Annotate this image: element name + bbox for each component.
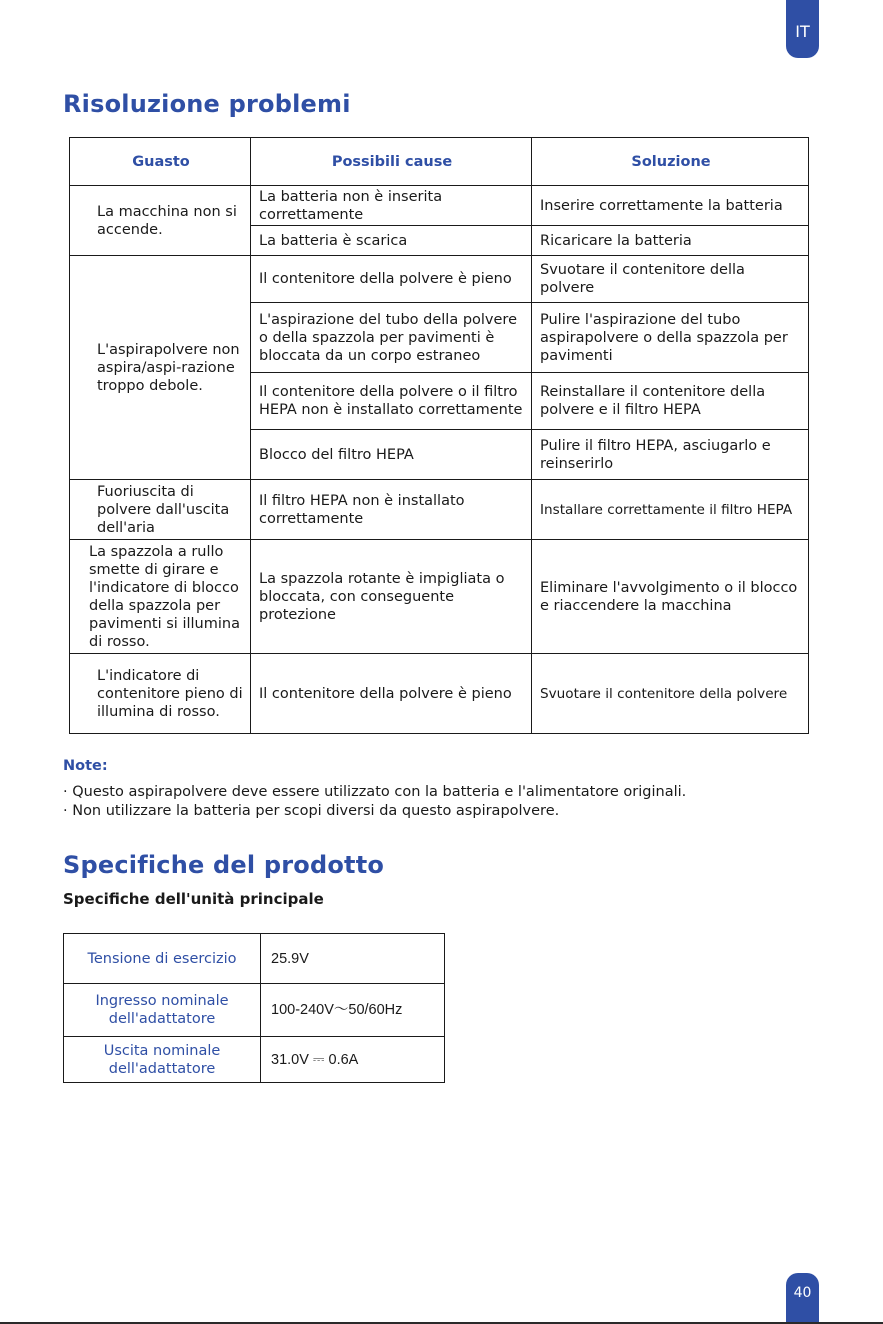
fault-cell: La spazzola a rullo smette di girare e l'indicatore di blocco della spazzola per pavimenti si illumina di rosso.	[70, 540, 251, 654]
solution-cell: Reinstallare il contenitore della polvere e il filtro HEPA	[532, 373, 809, 430]
cause-cell: La batteria è scarica	[251, 226, 532, 256]
solution-cell: Svuotare il contenitore della polvere	[532, 256, 809, 303]
language-tab: IT	[786, 0, 819, 58]
fault-cell: L'indicatore di contenitore pieno di illumina di rosso.	[70, 654, 251, 734]
solution-cell: Svuotare il contenitore della polvere	[532, 654, 809, 734]
spec-label: Ingresso nominale dell'adattatore	[64, 984, 261, 1037]
header-causes: Possibili cause	[251, 138, 532, 186]
specs-title: Specifiche del prodotto	[63, 851, 385, 879]
cause-cell: Il contenitore della polvere è pieno	[251, 256, 532, 303]
troubleshooting-title: Risoluzione problemi	[63, 90, 351, 118]
notes-label: Note:	[63, 758, 108, 774]
cause-cell: Blocco del filtro HEPA	[251, 430, 532, 480]
header-fault: Guasto	[70, 138, 251, 186]
spec-label: Tensione di esercizio	[64, 934, 261, 984]
cause-cell: L'aspirazione del tubo della polvere o della spazzola per pavimenti è bloccata da un corpo estraneo	[251, 303, 532, 373]
fault-cell: L'aspirapolvere non aspira/aspi-razione troppo debole.	[70, 256, 251, 480]
solution-cell: Inserire correttamente la batteria	[532, 186, 809, 226]
troubleshooting-table	[69, 137, 809, 734]
spec-value: 31.0V ⎓ 0.6A	[261, 1037, 445, 1083]
solution-cell: Ricaricare la batteria	[532, 226, 809, 256]
fault-cell: La macchina non si accende.	[70, 186, 251, 256]
spec-label: Uscita nominale dell'adattatore	[64, 1037, 261, 1083]
cause-cell: Il filtro HEPA non è installato correttamente	[251, 480, 532, 540]
page-number: 40	[786, 1273, 819, 1324]
spec-value: 100-240V～50/60Hz	[261, 984, 445, 1037]
cause-cell: Il contenitore della polvere o il filtro HEPA non è installato correttamente	[251, 373, 532, 430]
note-item: · Questo aspirapolvere deve essere utilizzato con la batteria e l'alimentatore originali.	[63, 784, 687, 800]
specs-subtitle: Specifiche dell'unità principale	[63, 890, 324, 908]
spec-value: 25.9V	[261, 934, 445, 984]
solution-cell: Pulire il filtro HEPA, asciugarlo e reinserirlo	[532, 430, 809, 480]
note-item: · Non utilizzare la batteria per scopi diversi da questo aspirapolvere.	[63, 803, 560, 819]
specs-table	[63, 933, 445, 1083]
fault-cell: Fuoriuscita di polvere dall'uscita dell'aria	[70, 480, 251, 540]
cause-cell: La batteria non è inserita correttamente	[251, 186, 532, 226]
solution-cell: Eliminare l'avvolgimento o il blocco e riaccendere la macchina	[532, 540, 809, 654]
solution-cell: Installare correttamente il filtro HEPA	[532, 480, 809, 540]
header-solution: Soluzione	[532, 138, 809, 186]
cause-cell: La spazzola rotante è impigliata o bloccata, con conseguente protezione	[251, 540, 532, 654]
cause-cell: Il contenitore della polvere è pieno	[251, 654, 532, 734]
solution-cell: Pulire l'aspirazione del tubo aspirapolvere o della spazzola per pavimenti	[532, 303, 809, 373]
